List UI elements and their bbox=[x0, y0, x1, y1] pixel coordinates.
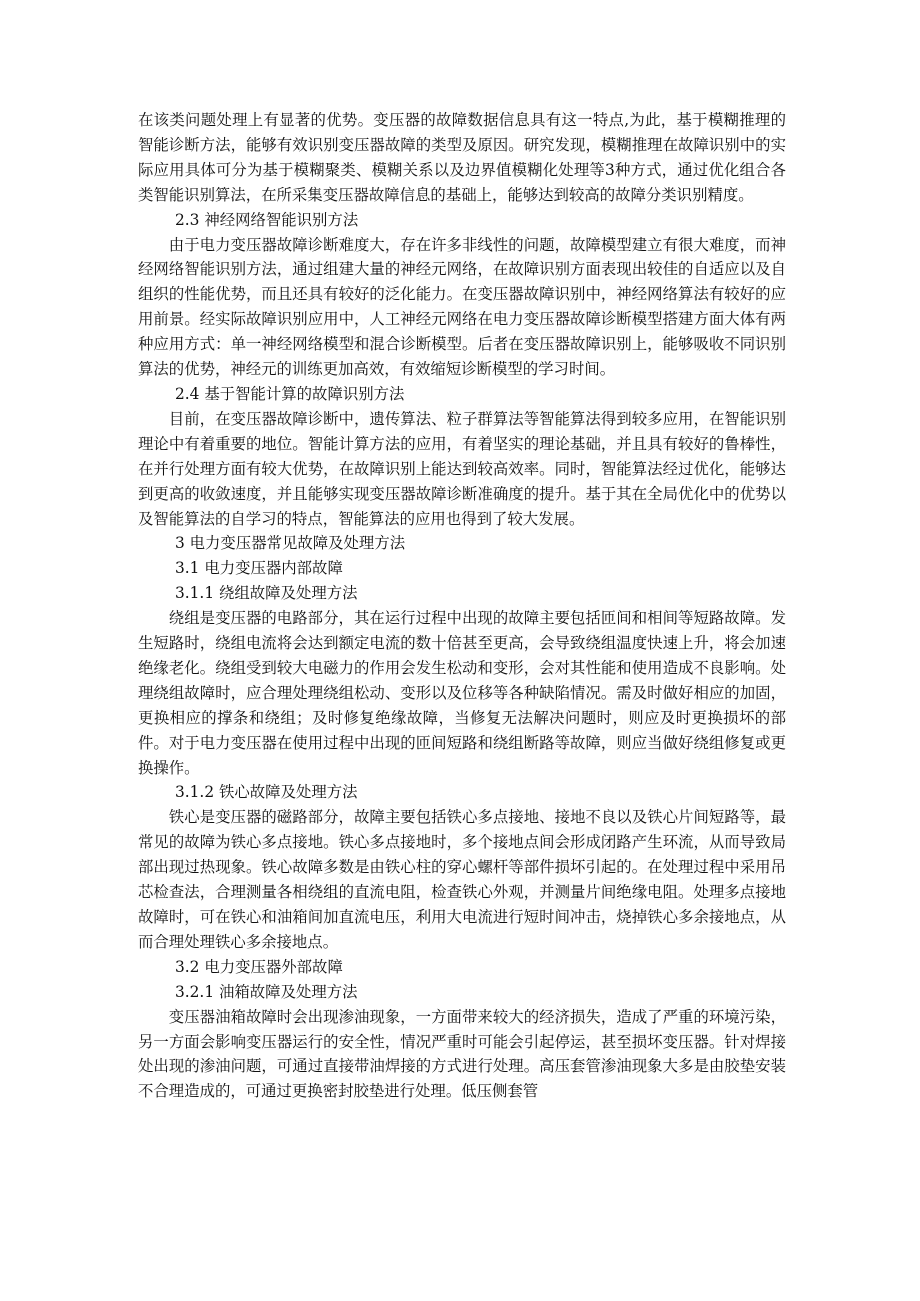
paragraph-winding-fault: 绕组是变压器的电路部分，其在运行过程中出现的故障主要包括匝间和相间等短路故障。发生短路时，绕组电流将会达到额定电流的数十倍甚至更高，会导致绕组温度快速上升，将会加速绝缘老化。绕组受到较大电磁力的作用会发生松动和变形，会对其性能和使用造成不良影响。处理绕组故障时，应合理处理绕组松动、变形以及位移等各种缺陷情况。需及时做好相应的加固，更换相应的撑条和绕组；及时修复绝缘故障，当修复无法解决问题时，则应及时更换损坏的部件。对于电力变压器在使用过程中出现的匝间短路和绕组断路等故障，则应当做好绕组修复或更换操作。 bbox=[138, 609, 786, 777]
document-page bbox=[138, 108, 786, 1104]
paragraph-neural-network: 由于电力变压器故障诊断难度大，存在许多非线性的问题，故障模型建立有很大难度，而神经网络智能识别方法，通过组建大量的神经元网络，在故障识别方面表现出较佳的自适应以及自组织的性能优势，而且还具有较好的泛化能力。在变压器故障识别中，神经网络算法有较好的应用前景。经实际故障识别应用中，人工神经元网络在电力变压器故障诊断模型搭建方面大体有两种应用方式：单一神经网络模型和混合诊断模型。后者在变压器故障识别上，能够吸收不同识别算法的优势，神经元的训练更加高效，有效缩短诊断模型的学习时间。 bbox=[138, 235, 786, 379]
section-heading-3-1-2: 3.1.2 铁心故障及处理方法 bbox=[174, 783, 358, 802]
paragraph-intelligent-computing: 目前，在变压器故障诊断中，遗传算法、粒子群算法等智能算法得到较多应用，在智能识别理论中有着重要的地位。智能计算方法的应用，有着坚实的理论基础，并且具有较好的鲁棒性，在并行处理方面有较大优势，在故障识别上能达到较高效率。同时，智能算法经过优化，能够达到更高的收敛速度，并且能够实现变压器故障诊断准确度的提升。基于其在全局优化中的优势以及智能算法的自学习的特点，智能算法的应用也得到了较大发展。 bbox=[138, 409, 786, 528]
section-heading-2-3: 2.3 神经网络智能识别方法 bbox=[174, 210, 359, 229]
paragraph-core-fault: 铁心是变压器的磁路部分，故障主要包括铁心多点接地、接地不良以及铁心片间短路等，最常见的故障为铁心多点接地。铁心多点接地时，多个接地点间会形成闭路产生环流，从而导致局部出现过热现象。铁心故障多数是由铁心柱的穿心螺杆等部件损坏引起的。在处理过程中采用吊芯检查法，合理测量各相绕组的直流电阻，检查铁心外观，并测量片间绝缘电阻。处理多点接地故障时，可在铁心和油箱间加直流电压，利用大电流进行短时间冲击，烧掉铁心多余接地点，从而合理处理铁心多余接地点。 bbox=[138, 808, 786, 951]
paragraph-fuzzy-reasoning-continued: 在该类问题处理上有显著的优势。变压器的故障数据信息具有这一特点,为此，基于模糊推理的智能诊断方法，能够有效识别变压器故障的类型及原因。研究发现，模糊推理在故障识别中的实际应用具体可分为基于模糊聚类、模糊关系以及边界值模糊化处理等3种方式，通过优化组合各类智能识别算法，在所采集变压器故障信息的基础上，能够达到较高的故障分类识别精度。 bbox=[138, 111, 786, 204]
section-heading-3-1-1: 3.1.1 绕组故障及处理方法 bbox=[174, 584, 358, 603]
section-heading-3-2: 3.2 电力变压器外部故障 bbox=[174, 957, 343, 976]
section-heading-2-4: 2.4 基于智能计算的故障识别方法 bbox=[174, 384, 405, 403]
section-heading-3: 3 电力变压器常见故障及处理方法 bbox=[174, 534, 406, 553]
section-heading-3-2-1: 3.2.1 油箱故障及处理方法 bbox=[174, 982, 358, 1001]
paragraph-oil-tank-fault: 变压器油箱故障时会出现渗油现象，一方面带来较大的经济损失，造成了严重的环境污染，另一方面会影响变压器运行的安全性，情况严重时可能会引起停运，甚至损坏变压器。针对焊接处出现的渗油问题，可通过直接带油焊接的方式进行处理。高压套管渗油现象大多是由胶垫安装不合理造成的，可通过更换密封胶垫进行处理。低压侧套管 bbox=[138, 1007, 786, 1101]
section-heading-3-1: 3.1 电力变压器内部故障 bbox=[174, 559, 343, 578]
